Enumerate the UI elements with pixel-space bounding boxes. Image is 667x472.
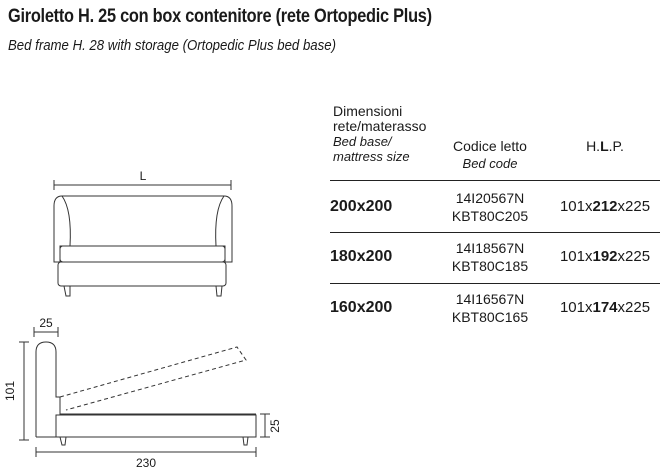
side-base-label: 25 [268,419,282,433]
bed-technical-drawing [0,0,330,472]
column-header-dimensions [333,104,426,164]
row-hlp-h: 101x [559,198,593,215]
row-code-line2: KBT80C185 [451,258,529,274]
header-dimensions-it-line1: Dimensioni [333,103,403,119]
row-hlp-p: x225 [617,198,651,215]
row-hlp-p: x225 [617,299,651,316]
row-hlp-l: 212 [592,198,618,215]
table-divider [330,180,660,181]
header-hlp-p: .P. [608,138,624,154]
row-hlp [555,299,655,316]
row-code [432,189,548,225]
row-hlp [555,198,655,215]
header-code-en: Bed code [462,156,518,171]
row-code-line2: KBT80C165 [451,309,529,325]
side-view-bed [36,342,256,445]
row-code-line1: 14I20567N [455,190,525,206]
header-hlp-l: L [600,138,609,154]
row-code [432,290,548,326]
header-dimensions-en-line1: Bed base/ [333,134,392,149]
row-size: 160x200 [330,299,393,316]
row-code [432,239,548,275]
column-header-hlp [570,138,640,154]
row-hlp-l: 174 [592,299,618,316]
row-hlp-h: 101x [559,248,593,265]
table-divider [330,283,660,284]
row-hlp-h: 101x [559,299,593,316]
header-code-it: Codice letto [453,138,527,154]
row-size: 200x200 [330,198,393,215]
row-hlp-l: 192 [592,248,618,265]
header-hlp-h: H. [586,138,601,154]
row-hlp-p: x225 [617,248,651,265]
side-length-label: 230 [135,456,157,470]
side-top-label: 25 [39,316,53,330]
row-code-line1: 14I18567N [455,240,525,256]
side-height-label: 101 [3,380,17,402]
column-header-code [432,138,548,172]
row-size: 180x200 [330,248,393,265]
front-view-bed [54,196,232,296]
page-subtitle: Bed frame H. 28 with storage (Ortopedic Plus bed base) [8,37,336,54]
header-dimensions-en-line2: mattress size [333,149,410,164]
front-width-label: L [139,169,147,183]
table-divider [330,232,660,233]
side-height-dimension [19,342,29,440]
page-title: Giroletto H. 25 con box contenitore (rete Ortopedic Plus) [8,6,432,27]
row-hlp [555,248,655,265]
row-code-line1: 14I16567N [455,291,525,307]
header-dimensions-it-line2: rete/materasso [333,118,427,134]
row-code-line2: KBT80C205 [451,208,529,224]
